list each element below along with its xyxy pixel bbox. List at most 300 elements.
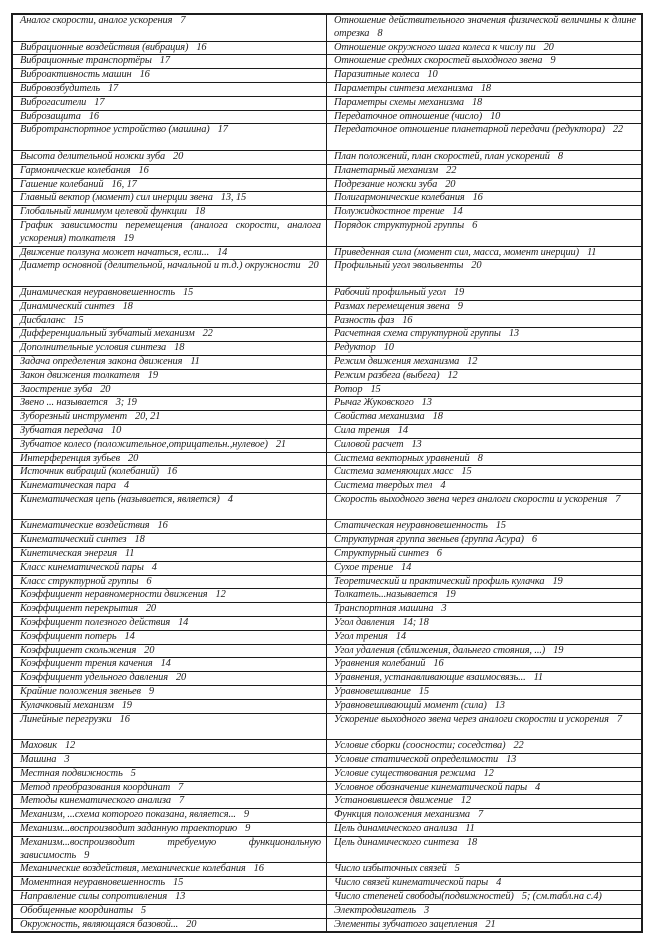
page-number: 20, 21 xyxy=(135,411,161,423)
index-row xyxy=(13,246,641,260)
page-number: 20 xyxy=(173,150,184,162)
index-row xyxy=(13,123,641,150)
index-cell-right xyxy=(327,111,641,124)
index-row xyxy=(13,876,641,890)
index-row xyxy=(13,822,641,836)
page-number: 19 xyxy=(123,232,134,244)
index-cell-left xyxy=(13,809,327,822)
page-number: 11 xyxy=(465,823,475,835)
index-term: Коэффициент полезного действия xyxy=(20,617,171,629)
index-term: Размах перемещения звена xyxy=(334,300,450,312)
page-number: 15 xyxy=(73,314,84,326)
index-cell-right xyxy=(327,384,641,397)
index-term: Коэффициент удельного давления xyxy=(20,672,168,684)
index-term: Ускорение выходного звена через аналоги скорости и ускорения xyxy=(334,713,609,725)
index-term: Рабочий профильный угол xyxy=(334,286,446,298)
index-cell-left xyxy=(13,220,327,246)
index-cell-left xyxy=(13,42,327,55)
index-term: Высота делительной ножки зуба xyxy=(20,150,166,162)
index-term: Механизм, ...схема которого показана, является... xyxy=(20,809,236,821)
page-number: 16 xyxy=(88,110,99,122)
index-term: Угол трения xyxy=(334,630,388,642)
index-term: Режим разбега (выбега) xyxy=(334,369,440,381)
index-cell-left xyxy=(13,315,327,328)
index-cell-left xyxy=(13,411,327,424)
page-number: 6 xyxy=(531,534,537,546)
index-term: Скорость выходного звена через аналоги скорости и ускорения xyxy=(334,493,608,505)
index-term: Местная подвижность xyxy=(20,767,123,779)
index-row xyxy=(13,191,641,205)
index-term: Задача определения закона движения xyxy=(20,355,183,367)
page-number: 20 xyxy=(145,603,156,615)
index-term: Кулачковый механизм xyxy=(20,699,114,711)
page-number: 20 xyxy=(186,918,197,930)
index-table xyxy=(11,13,643,933)
index-row xyxy=(13,383,641,397)
index-term: Свойства механизма xyxy=(334,411,425,423)
index-cell-left xyxy=(13,700,327,713)
page-number: 17 xyxy=(217,124,228,136)
index-term: Расчетная схема структурной группы xyxy=(334,328,501,340)
index-cell-right xyxy=(327,328,641,341)
index-cell-right xyxy=(327,548,641,561)
index-cell-right xyxy=(327,342,641,355)
index-cell-right xyxy=(327,877,641,890)
page-number: 13 xyxy=(494,699,505,711)
index-term: Виброзащита xyxy=(20,110,81,122)
index-cell-right xyxy=(327,425,641,438)
page-number: 18 xyxy=(471,96,483,108)
index-term: Редуктор xyxy=(334,342,376,354)
page-number: 12 xyxy=(460,795,471,807)
index-cell-left xyxy=(13,301,327,314)
page-number: 12 xyxy=(483,767,494,779)
page-number: 8 xyxy=(377,27,383,39)
index-term: Линейные перегрузки xyxy=(20,713,112,725)
index-cell-left xyxy=(13,603,327,616)
page-number: 21 xyxy=(485,918,496,930)
index-term: Условие статической определимости xyxy=(334,754,499,766)
index-term: Силовой расчет xyxy=(334,438,404,450)
index-term: Коэффициент потерь xyxy=(20,630,117,642)
index-cell-left xyxy=(13,631,327,644)
page-number: 7 xyxy=(178,781,184,793)
page-number: 20 xyxy=(100,383,111,395)
page-number: 4 xyxy=(440,480,446,492)
page-number: 14 xyxy=(178,617,189,629)
index-row xyxy=(13,96,641,110)
index-row xyxy=(13,300,641,314)
index-cell-right xyxy=(327,645,641,658)
index-cell-left xyxy=(13,287,327,300)
page-number: 22 xyxy=(612,124,623,136)
index-term: Система заменяющих масс xyxy=(334,466,454,478)
index-term: Кинематическая пара xyxy=(20,480,116,492)
index-cell-left xyxy=(13,754,327,767)
index-term: Профильный угол эвольвенты xyxy=(334,260,464,272)
index-term: Уравнения колебаний xyxy=(334,658,426,670)
index-cell-right xyxy=(327,287,641,300)
index-cell-left xyxy=(13,247,327,260)
page-number: 16 xyxy=(119,713,130,725)
index-cell-right xyxy=(327,740,641,753)
index-row xyxy=(13,286,641,300)
index-term: Условие существования режима xyxy=(334,767,476,779)
page-number: 16 xyxy=(402,314,413,326)
index-cell-left xyxy=(13,55,327,68)
index-cell-left xyxy=(13,192,327,205)
index-cell-left xyxy=(13,151,327,164)
page-number: 22 xyxy=(513,740,524,752)
index-term: Класс структурной группы xyxy=(20,575,139,587)
index-term: Класс кинематической пары xyxy=(20,561,144,573)
index-cell-left xyxy=(13,740,327,753)
page-number: 13 xyxy=(508,328,519,340)
index-cell-left xyxy=(13,534,327,547)
page-number: 6 xyxy=(146,575,152,587)
page-number: 18 xyxy=(194,206,206,218)
index-cell-left xyxy=(13,206,327,219)
page-number: 14 xyxy=(160,658,171,670)
index-row xyxy=(13,781,641,795)
index-term: Система векторных уравнений xyxy=(334,452,470,464)
index-row xyxy=(13,547,641,561)
index-row xyxy=(13,424,641,438)
page-number: 18 xyxy=(122,300,133,312)
index-cell-left xyxy=(13,124,327,150)
index-cell-left xyxy=(13,356,327,369)
index-cell-left xyxy=(13,453,327,466)
page-number: 22 xyxy=(446,164,457,176)
page-number: 7 xyxy=(615,493,621,505)
index-row xyxy=(13,767,641,781)
page-number: 11 xyxy=(190,355,200,367)
index-cell-right xyxy=(327,165,641,178)
index-term: Гармонические колебания xyxy=(20,164,131,176)
index-cell-right xyxy=(327,891,641,904)
index-cell-right xyxy=(327,220,641,246)
page-number: 5 xyxy=(454,863,460,875)
page-number: 16, 17 xyxy=(111,178,137,190)
page-number: 19 xyxy=(553,644,564,656)
index-cell-left xyxy=(13,837,327,863)
page-number: 18 xyxy=(174,342,185,354)
index-row xyxy=(13,150,641,164)
index-row xyxy=(13,862,641,876)
page-number: 18 xyxy=(134,534,145,546)
index-row xyxy=(13,657,641,671)
page-number: 18 xyxy=(432,411,443,423)
index-term: Установившееся движение xyxy=(334,795,453,807)
index-cell-right xyxy=(327,370,641,383)
page-number: 20 xyxy=(175,672,187,684)
index-cell-right xyxy=(327,260,641,286)
index-term: Уравнения, устанавливающие взаимосвязь... xyxy=(334,672,526,684)
page-number: 16 xyxy=(196,41,207,53)
index-cell-right xyxy=(327,576,641,589)
index-term: Число избыточных связей xyxy=(334,863,447,875)
index-cell-right xyxy=(327,356,641,369)
index-row xyxy=(13,15,641,41)
index-cell-right xyxy=(327,905,641,918)
index-term: Зубчатая передача xyxy=(20,424,104,436)
page-number: 9 xyxy=(550,55,556,67)
index-term: Коэффициент неравномерности движения xyxy=(20,589,208,601)
index-cell-right xyxy=(327,42,641,55)
index-term: Элементы зубчатого зацепления xyxy=(334,918,478,930)
index-term: Передаточное отношение (число) xyxy=(334,110,483,122)
index-term: Направление силы сопротивления xyxy=(20,891,168,902)
index-cell-left xyxy=(13,823,327,836)
index-term: Отношение действительного значения физической величины к длине отрезка xyxy=(334,15,636,39)
page-number: 10 xyxy=(111,424,122,436)
index-cell-right xyxy=(327,919,641,932)
index-term: Обобщенные координаты xyxy=(20,904,133,916)
index-term: Вибротранспортное устройство (машина) xyxy=(20,124,210,136)
index-term: Рычаг Жуковского xyxy=(334,397,414,409)
index-cell-right xyxy=(327,837,641,863)
index-term: Параметры синтеза механизма xyxy=(334,82,473,94)
index-term: Виброактивность машин xyxy=(20,69,132,81)
index-cell-right xyxy=(327,439,641,452)
index-term: Число степеней свободы(подвижностей) xyxy=(334,891,514,902)
index-term: Транспортная машина xyxy=(334,603,434,615)
index-cell-right xyxy=(327,686,641,699)
page-number: 20 xyxy=(144,644,155,656)
index-row xyxy=(13,836,641,863)
index-term: Структурный синтез xyxy=(334,548,429,560)
page-number: 16 xyxy=(157,520,168,532)
page-number: 6 xyxy=(436,548,442,560)
index-cell-left xyxy=(13,562,327,575)
page-number: 14 xyxy=(401,561,412,573)
page-number: 13 xyxy=(411,438,422,450)
page-number: 19 xyxy=(121,699,132,711)
index-term: Маховик xyxy=(20,740,57,752)
index-term: Механизм...воспроизводит заданную траекторию xyxy=(20,823,238,835)
index-cell-left xyxy=(13,425,327,438)
page-number: 3; 19 xyxy=(115,397,137,409)
index-term: Разность фаз xyxy=(334,314,395,326)
index-term: Заострение зуба xyxy=(20,383,93,395)
index-row xyxy=(13,355,641,369)
page-number: 16 xyxy=(166,466,178,478)
page-number: 3 xyxy=(424,904,430,916)
page-number: 3 xyxy=(64,754,70,766)
index-row xyxy=(13,452,641,466)
index-cell-right xyxy=(327,124,641,150)
index-cell-left xyxy=(13,589,327,602)
index-term: Цель динамического анализа xyxy=(334,823,458,835)
index-term: Коэффициент трения качения xyxy=(20,658,153,670)
index-cell-left xyxy=(13,548,327,561)
index-row xyxy=(13,533,641,547)
page-number: 14 xyxy=(395,630,406,642)
page-number: 11 xyxy=(586,246,597,258)
index-row xyxy=(13,369,641,383)
index-term: Отношение средних скоростей выходного звена xyxy=(334,55,543,67)
index-term: Коэффициент перекрытия xyxy=(20,603,138,615)
page-number: 20 xyxy=(128,452,139,464)
page-number: 8 xyxy=(557,150,563,162)
index-row xyxy=(13,327,641,341)
page-number: 3 xyxy=(441,603,447,615)
page-number: 13, 15 xyxy=(220,192,247,204)
index-cell-left xyxy=(13,111,327,124)
index-cell-left xyxy=(13,397,327,410)
index-term: Кинематическая цепь (называется, является) xyxy=(20,493,220,505)
index-term: Механические воздействия, механические колебания xyxy=(20,863,246,875)
index-term: Закон движения толкателя xyxy=(20,369,140,381)
page-number: 20 xyxy=(445,178,456,190)
index-cell-right xyxy=(327,795,641,808)
index-cell-left xyxy=(13,260,327,286)
index-term: Кинематический синтез xyxy=(20,534,127,546)
index-row xyxy=(13,753,641,767)
index-row xyxy=(13,68,641,82)
index-row xyxy=(13,713,641,740)
index-cell-right xyxy=(327,562,641,575)
index-cell-left xyxy=(13,714,327,740)
index-row xyxy=(13,110,641,124)
index-row xyxy=(13,890,641,904)
index-term: Цель динамического синтеза xyxy=(334,836,459,848)
index-term: Зубчатое колесо (положительное,отрицательн.,нулевое) xyxy=(20,438,268,450)
index-cell-left xyxy=(13,328,327,341)
page-number: 14 xyxy=(452,206,463,218)
index-term: Динамическая неуравновешенность xyxy=(20,286,175,298)
index-cell-right xyxy=(327,589,641,602)
index-row xyxy=(13,438,641,452)
index-term: Уравновешивание xyxy=(334,686,411,698)
page-number: 16 xyxy=(139,69,150,81)
index-cell-right xyxy=(327,754,641,767)
page-number: 5 xyxy=(140,904,146,916)
index-term: Моментная неуравновешенность xyxy=(20,877,166,889)
index-row xyxy=(13,630,641,644)
index-term: Методы кинематического анализа xyxy=(20,795,171,807)
index-row xyxy=(13,588,641,602)
index-row xyxy=(13,519,641,533)
index-term: Планетарный механизм xyxy=(334,164,439,176)
page-number: 12 xyxy=(467,355,478,367)
index-cell-right xyxy=(327,55,641,68)
index-row xyxy=(13,465,641,479)
index-term: Электродвигатель xyxy=(334,904,417,916)
index-term: Угол удаления (сближения, дальнего стояния, ...) xyxy=(334,644,546,656)
index-row xyxy=(13,808,641,822)
index-cell-left xyxy=(13,165,327,178)
index-term: Метод преобразования координат xyxy=(20,781,171,793)
page-number: 6 xyxy=(472,219,478,231)
index-row xyxy=(13,794,641,808)
index-cell-right xyxy=(327,768,641,781)
page-number: 20 xyxy=(308,260,319,272)
index-cell-left xyxy=(13,863,327,876)
page-number: 9 xyxy=(243,809,249,821)
index-term: Виброгасители xyxy=(20,96,87,108)
index-cell-right xyxy=(327,863,641,876)
index-cell-right xyxy=(327,466,641,479)
index-cell-right xyxy=(327,192,641,205)
page-number: 16 xyxy=(138,164,149,176)
index-cell-left xyxy=(13,520,327,533)
page-number: 9 xyxy=(148,686,154,698)
index-row xyxy=(13,561,641,575)
page-number: 4 xyxy=(227,493,233,505)
index-term: Диаметр основной (делительной, начальной и т.д.) окружности xyxy=(20,260,301,272)
index-term: Теоретический и практический профиль кулачка xyxy=(334,575,545,587)
index-term: Окружность, являющаяся базовой... xyxy=(20,918,179,930)
index-cell-right xyxy=(327,494,641,520)
index-cell-right xyxy=(327,411,641,424)
index-term: Глобальный минимум целевой функции xyxy=(20,206,187,218)
page-number: 9 xyxy=(84,849,90,861)
index-term: Движение ползуна может начаться, если... xyxy=(20,246,210,258)
page-number: 19 xyxy=(552,575,563,587)
page-number: 20 xyxy=(471,260,482,272)
index-row xyxy=(13,82,641,96)
page-number: 4 xyxy=(123,480,129,492)
index-term: Режим движения механизма xyxy=(334,355,460,367)
index-term: Сухое трение xyxy=(334,561,393,573)
page-number: 10 xyxy=(383,342,394,354)
index-term: Функция положения механизма xyxy=(334,809,470,821)
index-cell-left xyxy=(13,370,327,383)
page-number: 19 xyxy=(453,286,465,298)
index-cell-right xyxy=(327,15,641,41)
index-term: Дисбаланс xyxy=(20,314,66,326)
page-number: 5 xyxy=(130,767,136,779)
index-term: Полужидкостное трение xyxy=(334,206,445,218)
index-cell-left xyxy=(13,768,327,781)
index-term: Звено ... называется xyxy=(20,397,108,409)
index-term: Гашение колебаний xyxy=(20,178,104,190)
page-number: 22 xyxy=(202,328,213,340)
index-term: Угол давления xyxy=(334,617,395,629)
index-row xyxy=(13,341,641,355)
index-cell-right xyxy=(327,672,641,685)
page-number: 7 xyxy=(477,809,484,821)
index-cell-left xyxy=(13,576,327,589)
index-row xyxy=(13,410,641,424)
index-cell-right xyxy=(327,700,641,713)
index-cell-left xyxy=(13,645,327,658)
index-term: Полигармонические колебания xyxy=(334,192,465,204)
index-row xyxy=(13,41,641,55)
index-row xyxy=(13,164,641,178)
page-number: 7 xyxy=(180,15,186,26)
index-cell-right xyxy=(327,603,641,616)
index-term: Параметры схемы механизма xyxy=(334,96,464,108)
index-term: Статическая неуравновешенность xyxy=(334,520,488,532)
page-number: 9 xyxy=(457,300,463,312)
index-term: Коэффициент скольжения xyxy=(20,644,137,656)
page-number: 15 xyxy=(173,877,184,889)
index-term: Крайние положения звеньев xyxy=(20,686,141,698)
index-term: Кинетическая энергия xyxy=(20,548,117,560)
page-number: 11 xyxy=(124,548,135,560)
index-row xyxy=(13,575,641,589)
index-row xyxy=(13,644,641,658)
index-cell-right xyxy=(327,714,641,740)
page-number: 17 xyxy=(107,82,119,94)
index-term: Паразитные колеса xyxy=(334,69,420,81)
page-number: 20 xyxy=(543,41,554,53)
page-number: 16 xyxy=(472,192,483,204)
index-cell-left xyxy=(13,83,327,96)
page-number: 17 xyxy=(159,55,170,67)
